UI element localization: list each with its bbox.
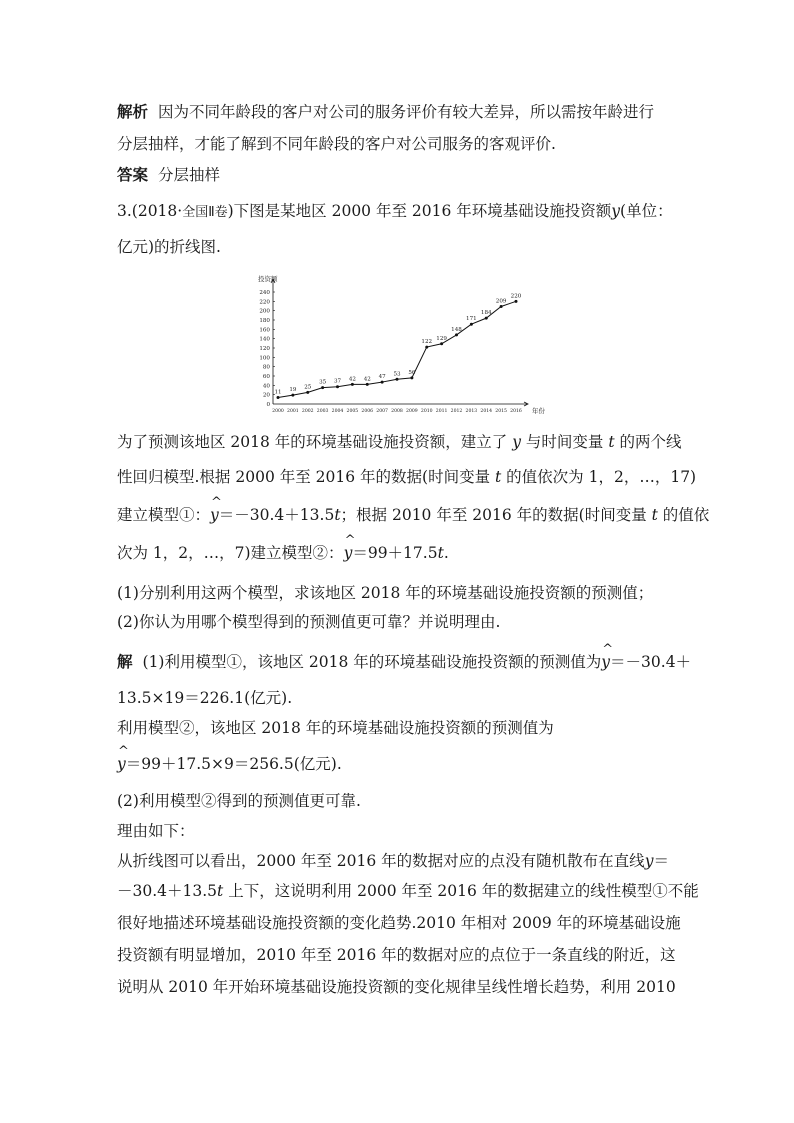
data-label: 47: [378, 374, 386, 381]
data-label: 35: [319, 379, 327, 386]
question-2: [117, 612, 500, 632]
solution-text: 说明从 2010 年开始环境基础设施投资额的变化规律呈线性增长趋势，利用 2010: [117, 978, 676, 996]
x-tick-label: 2004: [331, 409, 344, 414]
solution-line-11: [117, 977, 676, 997]
y-tick-label: 200: [259, 308, 270, 315]
problem-number: 3.(2018·: [117, 202, 183, 220]
x-tick-label: 2016: [510, 409, 522, 414]
x-axis-label: 年份: [532, 407, 545, 415]
data-point: [336, 385, 339, 388]
y-hat: ^ y: [343, 533, 356, 562]
data-label: 129: [436, 335, 447, 342]
solution-line-8: [117, 881, 699, 901]
solution-line-5: [117, 791, 361, 811]
solution-text: 利用模型②，该地区 2018 年的环境基础设施投资额的预测值为: [117, 719, 554, 737]
x-tick-label: 2007: [376, 409, 388, 414]
y-tick-label: 240: [259, 290, 270, 296]
x-tick-label: 2014: [480, 409, 493, 414]
y-axis-label: 投资额: [258, 275, 278, 283]
desc-text: 的值依次为 1，2，…，17): [501, 468, 697, 486]
x-tick-label: 2011: [435, 409, 448, 414]
answer-text: 分层抽样: [158, 166, 221, 184]
investment-line-chart: [245, 270, 555, 416]
data-label: 25: [304, 384, 312, 391]
analysis-line-2: [117, 134, 556, 154]
x-tick-label: 2001: [287, 409, 299, 414]
var-t: t: [651, 506, 658, 524]
desc-text: 的两个线: [614, 433, 682, 451]
solution-line-10: [117, 945, 676, 965]
data-point: [291, 394, 294, 397]
data-label: 56: [408, 369, 416, 376]
solution-line-1: [117, 642, 692, 672]
solution-line-9: [117, 913, 681, 933]
solution-label: 解: [117, 652, 133, 671]
data-label: 42: [363, 376, 371, 383]
solution-line-3: [117, 718, 554, 738]
data-point: [455, 333, 458, 336]
data-point: [470, 323, 473, 326]
solution-text: 上下，这说明利用 2000 年至 2016 年的数据建立的线性模型①不能: [223, 882, 699, 900]
x-tick-label: 2002: [301, 409, 314, 414]
var-y-hat: y: [343, 544, 353, 562]
x-tick-label: 2005: [346, 409, 359, 414]
solution-text: ＝99＋17.5×9＝256.5(亿元).: [125, 755, 342, 773]
desc-line-3: [117, 495, 710, 525]
analysis-label: 解析: [117, 102, 149, 121]
desc-text: 次为 1，2，…，7)建立模型②：: [117, 544, 344, 562]
data-point: [381, 381, 384, 384]
y-tick-label: 120: [259, 346, 270, 352]
y-tick-label: 20: [262, 392, 270, 399]
solution-text: 很好地描述环境基础设施投资额的变化趋势.2010 年相对 2009 年的环境基础设施: [117, 914, 681, 932]
solution-text: 13.5×19＝226.1(亿元).: [117, 689, 293, 707]
var-t: t: [495, 468, 502, 486]
data-label: 122: [421, 339, 433, 346]
data-point: [306, 391, 309, 394]
question-2-text: (2)你认为用哪个模型得到的预测值更可靠？并说明理由.: [117, 613, 501, 631]
desc-line-2: [117, 467, 696, 487]
data-label: 11: [274, 389, 282, 396]
solution-text: －30.4＋13.5: [117, 882, 218, 900]
model-2-formula: ＝99＋17.5: [352, 544, 438, 562]
solution-text: 从折线图可以看出，2000 年至 2016 年的数据对应的点没有随机散布在直线: [117, 852, 645, 870]
problem-header-2: [117, 237, 221, 257]
y-hat: ^ y: [601, 642, 614, 671]
question-1-text: (1)分别利用这两个模型，求该地区 2018 年的环境基础设施投资额的预测值；: [117, 584, 654, 602]
desc-text: .: [443, 544, 449, 562]
analysis-text-1: 因为不同年龄段的客户对公司的服务评价有较大差异，所以需按年龄进行: [158, 103, 655, 121]
desc-line-1: [117, 432, 682, 452]
var-y-hat: y: [601, 653, 611, 671]
data-point: [440, 342, 443, 345]
desc-text: 与时间变量: [521, 433, 609, 451]
data-label: 148: [451, 326, 462, 333]
analysis-line-1: [117, 102, 654, 122]
desc-line-4: [117, 533, 449, 563]
solution-line-7: [117, 851, 669, 871]
x-tick-label: 2013: [465, 409, 478, 414]
problem-intro-unit: (单位：: [620, 202, 673, 220]
question-1: [117, 583, 653, 603]
answer-line: [117, 165, 220, 185]
data-label: 171: [466, 316, 477, 323]
x-tick-label: 2009: [406, 409, 418, 414]
problem-header: [117, 201, 673, 223]
y-hat: ^ y: [210, 495, 222, 524]
data-point: [366, 383, 369, 386]
problem-intro-line2: 亿元)的折线图.: [117, 238, 221, 256]
solution-line-2: [117, 688, 292, 708]
data-point: [277, 396, 280, 399]
solution-line-4: [117, 744, 342, 774]
x-tick-label: 2003: [316, 409, 329, 414]
y-tick-label: 180: [259, 318, 270, 324]
solution-text: ＝－30.4＋: [610, 653, 692, 671]
y-tick-label: 100: [259, 355, 270, 362]
data-point: [396, 378, 399, 381]
var-y: y: [512, 433, 521, 451]
x-tick-label: 2010: [420, 409, 433, 414]
y-tick-label: 40: [262, 383, 270, 390]
data-label: 209: [495, 298, 507, 305]
desc-text: 性回归模型.根据 2000 年至 2016 年的数据(时间变量: [117, 468, 496, 486]
y-tick-label: 0: [266, 402, 270, 408]
desc-text: ；根据 2010 年至 2016 年的数据(时间变量: [340, 506, 652, 524]
answer-label: 答案: [117, 165, 149, 184]
solution-text: 理由如下：: [117, 822, 195, 840]
x-tick-label: 2006: [361, 409, 374, 414]
data-point: [321, 386, 324, 389]
data-label: 19: [289, 387, 297, 394]
data-point: [410, 376, 413, 379]
desc-text: 的值依: [657, 506, 710, 524]
data-label: 37: [333, 378, 342, 385]
x-tick-label: 2008: [391, 409, 403, 414]
data-point: [515, 300, 518, 303]
data-label: 184: [480, 310, 492, 317]
var-y-hat: y: [210, 506, 219, 524]
y-hat: ^ y: [117, 744, 129, 773]
analysis-text-2: 分层抽样，才能了解到不同年龄段的客户对公司服务的客观评价.: [117, 135, 556, 153]
x-tick-labels: [272, 408, 522, 414]
var-t: t: [334, 506, 341, 524]
solution-text: ＝: [653, 852, 669, 870]
y-tick-label: 80: [262, 364, 270, 371]
data-point: [485, 317, 488, 320]
problem-source: 全国Ⅱ卷: [182, 205, 228, 220]
desc-text: 建立模型①：: [117, 506, 211, 524]
y-tick-label: 140: [259, 336, 270, 343]
y-tick-label: 160: [259, 327, 270, 334]
data-label: 53: [393, 371, 401, 378]
data-label: 220: [510, 293, 522, 300]
var-y: y: [644, 852, 654, 870]
x-tick-label: 2012: [450, 409, 463, 414]
solution-text: 投资额有明显增加，2010 年至 2016 年的数据对应的点位于一条直线的附近，这: [117, 946, 676, 964]
problem-intro: )下图是某地区 2000 年至 2016 年环境基础设施投资额: [227, 202, 612, 220]
var-y: y: [611, 202, 621, 220]
data-label: 42: [348, 376, 356, 383]
model-1-formula: ＝－30.4＋13.5: [218, 506, 335, 524]
var-y-hat: y: [117, 755, 126, 773]
solution-text: (1)利用模型①，该地区 2018 年的环境基础设施投资额的预测值为: [142, 653, 602, 671]
data-point: [351, 383, 354, 386]
data-point: [425, 346, 428, 349]
var-t: t: [217, 882, 224, 900]
solution-line-6: [117, 821, 195, 841]
data-point: [500, 305, 503, 308]
var-t: t: [437, 544, 444, 562]
var-t: t: [608, 433, 615, 451]
x-tick-label: 2000: [272, 409, 284, 414]
y-tick-label: 220: [259, 299, 270, 306]
x-tick-label: 2015: [495, 409, 507, 414]
solution-text: (2)利用模型②得到的预测值更可靠.: [117, 792, 361, 810]
desc-text: 为了预测该地区 2018 年的环境基础设施投资额，建立了: [117, 433, 513, 451]
y-tick-label: 60: [262, 374, 270, 380]
